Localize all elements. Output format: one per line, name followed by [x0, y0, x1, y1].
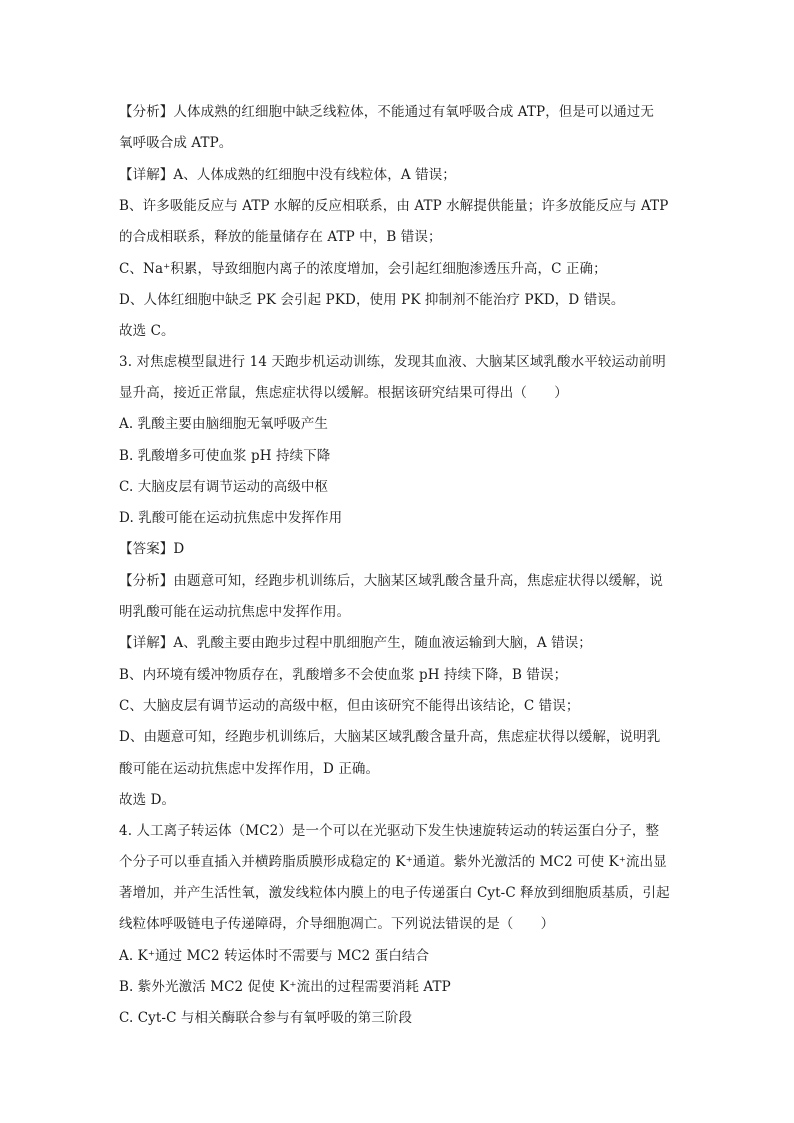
- q3-detail-c: C、大脑皮层有调节运动的高级中枢，但由该研究不能得出该结论，C 错误；: [119, 698, 580, 714]
- q4-option-a: A. K⁺通过 MC2 转运体时不需要与 MC2 蛋白结合: [119, 948, 430, 964]
- q2-analysis-line: 氧呼吸合成 ATP。: [119, 135, 233, 151]
- q2-detail-c: C、Na⁺积累，导致细胞内离子的浓度增加，会引起红细胞渗透压升高，C 正确；: [119, 261, 607, 277]
- q4-stem: 4. 人工离子转运体（MC2）是一个可以在光驱动下发生快速旋转运动的转运蛋白分子，整: [119, 823, 660, 839]
- q4-option-c: C. Cyt-C 与相关酶联合参与有氧呼吸的第三阶段: [119, 1010, 413, 1026]
- q3-option-c: C. 大脑皮层有调节运动的高级中枢: [119, 479, 329, 495]
- q2-conclusion: 故选 C。: [119, 323, 175, 339]
- q4-stem: 个分子可以垂直插入并横跨脂质膜形成稳定的 K⁺通道。紫外光激活的 MC2 可使 K⁺流出显: [119, 854, 667, 870]
- q3-detail-d: 酸可能在运动抗焦虑中发挥作用，D 正确。: [119, 761, 380, 777]
- q3-answer: 【答案】D: [119, 541, 185, 557]
- q3-option-a: A. 乳酸主要由脑细胞无氧呼吸产生: [119, 416, 329, 432]
- q4-option-b: B. 紫外光激活 MC2 促使 K⁺流出的过程需要消耗 ATP: [119, 979, 451, 995]
- q3-stem: 3. 对焦虑模型鼠进行 14 天跑步机运动训练，发现其血液、大脑某区域乳酸水平较运动前明: [119, 354, 666, 370]
- q3-option-b: B. 乳酸增多可使血浆 pH 持续下降: [119, 448, 331, 464]
- q3-detail-a: 【详解】A、乳酸主要由跑步过程中肌细胞产生，随血液运输到大脑，A 错误；: [119, 635, 592, 651]
- q3-option-d: D. 乳酸可能在运动抗焦虑中发挥作用: [119, 510, 343, 526]
- q2-detail-d: D、人体红细胞中缺乏 PK 会引起 PKD，使用 PK 抑制剂不能治疗 PKD，D 错误。: [119, 292, 625, 308]
- q3-stem: 显升高，接近正常鼠，焦虑症状得以缓解。根据该研究结果可得出（ ）: [119, 385, 568, 401]
- q3-analysis-line: 明乳酸可能在运动抗焦虑中发挥作用。: [119, 604, 351, 620]
- q3-analysis-line: 【分析】由题意可知，经跑步机训练后，大脑某区域乳酸含量升高，焦虑症状得以缓解，说: [119, 573, 663, 589]
- q3-conclusion: 故选 D。: [119, 792, 176, 808]
- q3-detail-b: B、内环境有缓冲物质存在，乳酸增多不会使血浆 pH 持续下降，B 错误；: [119, 667, 568, 683]
- q4-stem: 线粒体呼吸链电子传递障碍，介导细胞凋亡。下列说法错误的是（ ）: [119, 916, 555, 932]
- q2-detail-b: B、许多吸能反应与 ATP 水解的反应相联系，由 ATP 水解提供能量；许多放能反应与 ATP: [119, 198, 669, 214]
- q2-analysis-line: 【分析】人体成熟的红细胞中缺乏线粒体，不能通过有氧呼吸合成 ATP，但是可以通过无: [119, 104, 654, 120]
- q4-stem: 著增加，并产生活性氧，激发线粒体内膜上的电子传递蛋白 Cyt-C 释放到细胞质基质，引起: [119, 885, 670, 901]
- q2-detail-a: 【详解】A、人体成熟的红细胞中没有线粒体，A 错误；: [119, 167, 456, 183]
- q3-detail-d: D、由题意可知，经跑步机训练后，大脑某区域乳酸含量升高，焦虑症状得以缓解，说明乳: [119, 729, 661, 745]
- q2-detail-b: 的合成相联系，释放的能量储存在 ATP 中，B 错误；: [119, 229, 442, 245]
